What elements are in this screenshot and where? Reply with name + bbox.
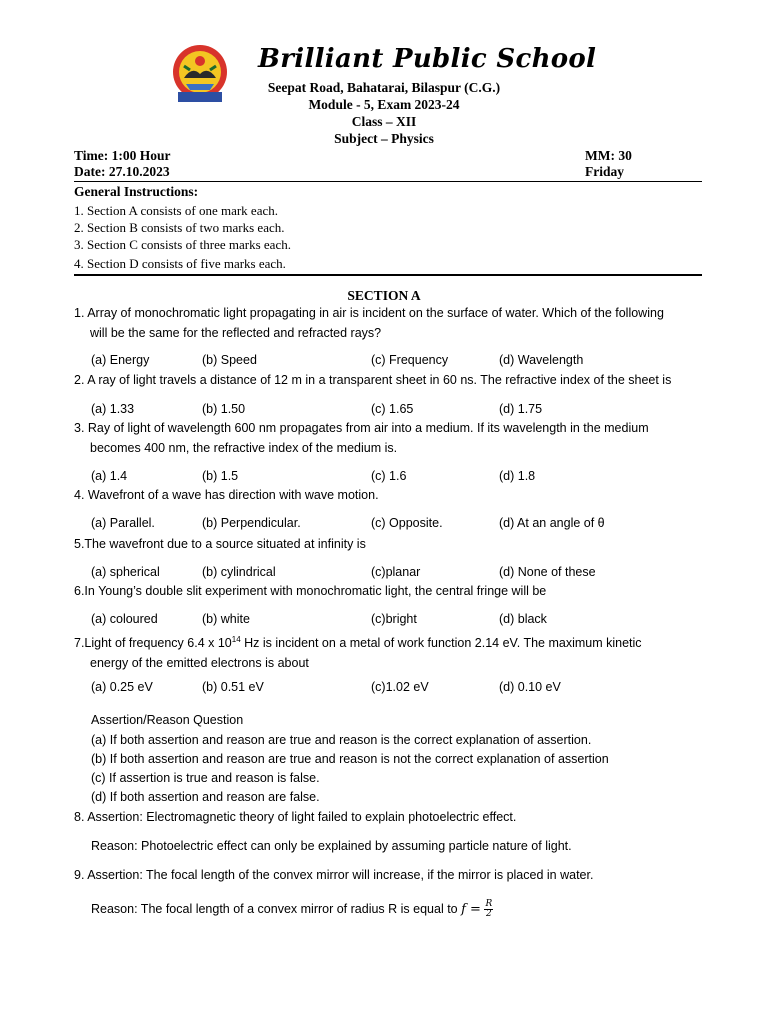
option-c: (c)bright xyxy=(371,612,417,626)
option-d: (d) 1.75 xyxy=(499,402,543,416)
option-b: (b) cylindrical xyxy=(202,565,276,579)
formula-lhs: f = xyxy=(461,901,481,917)
option-a: (a) 1.4 xyxy=(91,469,128,483)
option-c: (c) 1.6 xyxy=(371,469,407,483)
question-2 xyxy=(74,371,704,391)
question-text: 2. A ray of light travels a distance of 12 m in a transparent sheet in 60 ns. The refractive index of the sheet is xyxy=(74,373,672,387)
option-a: (a) Parallel. xyxy=(91,516,155,530)
day-label: Friday xyxy=(585,164,624,179)
time-label: Time: 1:00 Hour xyxy=(74,148,171,163)
question-7 xyxy=(74,630,704,673)
instruction-item: 4. Section D consists of five marks each. xyxy=(74,256,286,271)
instruction-item: 3. Section C consists of three marks each. xyxy=(74,237,291,252)
question-9-assertion: 9. Assertion: The focal length of the convex mirror will increase, if the mirror is placed in water. xyxy=(74,868,594,882)
question-4 xyxy=(74,486,704,506)
fraction-numerator: R xyxy=(485,899,493,909)
question-9-reason xyxy=(91,900,493,919)
option-d: (d) 0.10 eV xyxy=(499,680,561,694)
option-d: (d) 1.8 xyxy=(499,469,536,483)
reason-text: Reason: The focal length of a convex mirror of radius R is equal to xyxy=(91,901,462,916)
option-b: (b) white xyxy=(202,612,250,626)
question-text-cont: energy of the emitted electrons is about xyxy=(90,655,309,670)
option-c: (c)1.02 eV xyxy=(371,680,429,694)
exam-module: Module - 5, Exam 2023-24 xyxy=(308,97,460,112)
option-c: (c) Frequency xyxy=(371,353,449,367)
max-marks-label: MM: 30 xyxy=(585,148,632,163)
formula-fraction xyxy=(484,900,493,919)
question-text: 3. Ray of light of wavelength 600 nm propagates from air into a medium. If its wavelength in the medium xyxy=(74,421,649,435)
option-d: (d) At an angle of θ xyxy=(499,516,605,530)
question-5 xyxy=(74,535,704,555)
question-text: 5.The wavefront due to a source situated at infinity is xyxy=(74,537,366,551)
option-b: (b) 1.5 xyxy=(202,469,239,483)
option-a: (a) 0.25 eV xyxy=(91,680,153,694)
instructions-title: General Instructions: xyxy=(74,184,199,199)
fraction-denominator: 2 xyxy=(485,909,492,919)
question-text: 4. Wavefront of a wave has direction with wave motion. xyxy=(74,488,379,502)
ar-option: (c) If assertion is true and reason is false. xyxy=(91,771,320,785)
option-d: (d) None of these xyxy=(499,565,596,579)
school-address: Seepat Road, Bahatarai, Bilaspur (C.G.) xyxy=(267,80,501,95)
header-divider xyxy=(74,181,702,182)
question-8-reason: Reason: Photoelectric effect can only be explained by assuming particle nature of light. xyxy=(91,839,572,853)
question-6 xyxy=(74,582,704,602)
school-name: Brilliant Public School xyxy=(258,44,597,74)
question-text: 6.In Young’s double slit experiment with monochromatic light, the central fringe will be xyxy=(74,584,547,598)
question-text: 1. Array of monochromatic light propagating in air is incident on the surface of water. Which of the following xyxy=(74,306,664,320)
option-c: (c) Opposite. xyxy=(371,516,443,530)
instruction-item: 1. Section A consists of one mark each. xyxy=(74,203,278,218)
option-b: (b) Perpendicular. xyxy=(202,516,301,530)
option-b: (b) Speed xyxy=(202,353,257,367)
ar-option: (d) If both assertion and reason are false. xyxy=(91,790,320,804)
instruction-item: 2. Section B consists of two marks each. xyxy=(74,220,285,235)
question-8-assertion: 8. Assertion: Electromagnetic theory of light failed to explain photoelectric effect. xyxy=(74,810,517,824)
ar-option: (b) If both assertion and reason are true and reason is not the correct explanation of assertion xyxy=(91,752,609,766)
option-a: (a) Energy xyxy=(91,353,150,367)
date-label: Date: 27.10.2023 xyxy=(74,164,170,179)
question-1 xyxy=(74,304,704,343)
ar-option: (a) If both assertion and reason are true and reason is the correct explanation of assertion. xyxy=(91,733,592,747)
option-d: (d) black xyxy=(499,612,547,626)
question-text-cont: becomes 400 nm, the refractive index of the medium is. xyxy=(90,440,398,455)
option-c: (c) 1.65 xyxy=(371,402,414,416)
exponent: 14 xyxy=(231,635,241,644)
instructions-divider xyxy=(74,274,702,276)
section-a-title: SECTION A xyxy=(347,288,421,303)
question-text-tail: Hz is incident on a metal of work function 2.14 eV. The maximum kinetic xyxy=(240,636,642,651)
option-a: (a) spherical xyxy=(91,565,160,579)
option-a: (a) coloured xyxy=(91,612,158,626)
assertion-reason-title: Assertion/Reason Question xyxy=(91,713,244,727)
option-d: (d) Wavelength xyxy=(499,353,584,367)
question-text: 7.Light of frequency 6.4 x 10 xyxy=(74,636,232,651)
option-b: (b) 0.51 eV xyxy=(202,680,264,694)
option-b: (b) 1.50 xyxy=(202,402,246,416)
option-c: (c)planar xyxy=(371,565,421,579)
option-a: (a) 1.33 xyxy=(91,402,135,416)
question-3 xyxy=(74,419,704,458)
question-text-cont: will be the same for the reflected and refracted rays? xyxy=(90,325,382,340)
class-label: Class – XII xyxy=(351,114,417,129)
subject-label: Subject – Physics xyxy=(334,131,434,146)
